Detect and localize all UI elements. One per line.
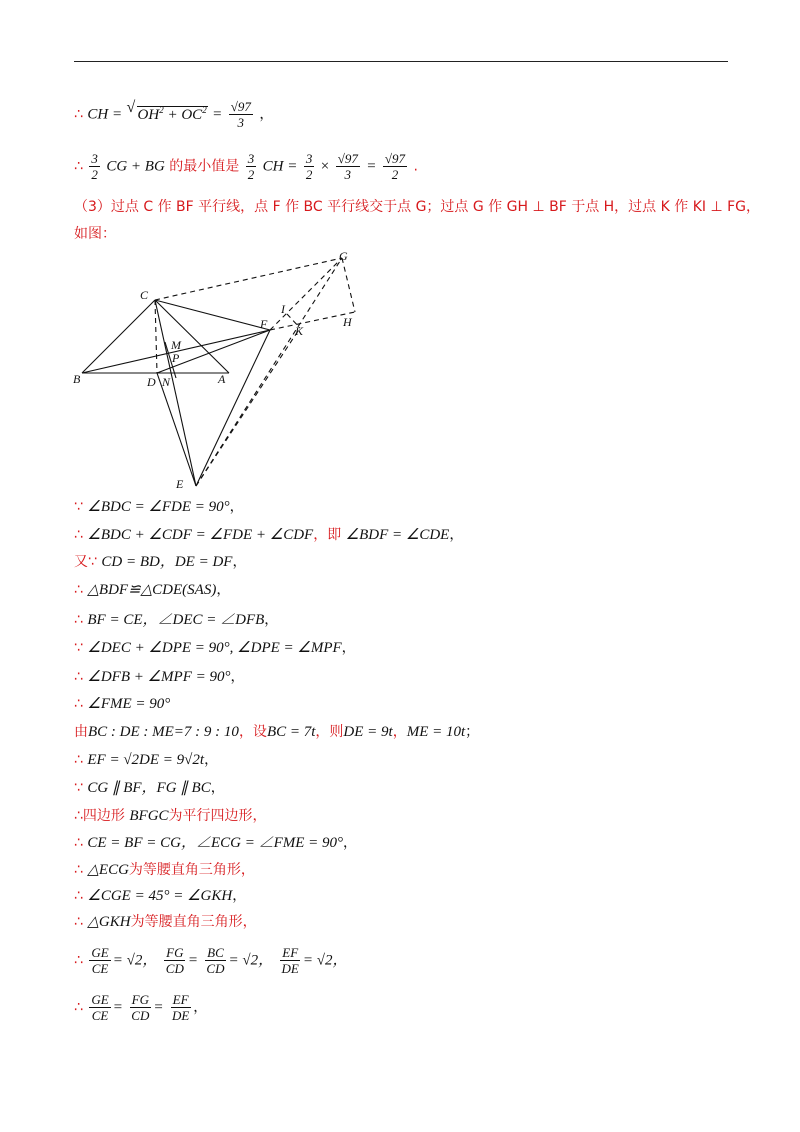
proof-line-2: ∴ ∠BDC + ∠CDF = ∠FDE + ∠CDF，即 ∠BDF = ∠CDE， — [74, 527, 464, 543]
proof-line-4: ∴ △BDF≌△CDE(SAS)， — [74, 582, 231, 598]
proof-line-10: ∴ EF = √2DE = 9√2t， — [74, 752, 219, 768]
label-m: M — [171, 338, 181, 352]
dashed-cg — [155, 258, 342, 300]
label-f: F — [260, 317, 268, 331]
proof-line-16: ∴ △GKH为等腰直角三角形， — [74, 914, 257, 930]
proof-line-18: ∴ $\frac{GE}{CE}$ = $\frac{FG}{CD}$ = $\frac{EF}{DE}$ ， — [74, 992, 208, 1023]
label-d: D — [147, 375, 156, 389]
label-i: I — [281, 302, 285, 316]
segment-ce — [155, 300, 196, 486]
proof-line-9: 由BC : DE : ME=7 : 9 : 10，设BC = 7t，则DE = 9t，ME = 10t； — [74, 724, 480, 740]
proof-line-12: ∴四边形 BFGC为平行四边形， — [74, 808, 267, 824]
segment-cf — [155, 300, 270, 330]
dashed-gh — [342, 258, 355, 312]
label-h: H — [343, 315, 352, 329]
proof-line-7: ∴ ∠DFB + ∠MPF = 90°， — [74, 669, 245, 685]
dashed-cd — [155, 300, 157, 373]
label-e: E — [176, 477, 184, 491]
label-k: K — [295, 324, 304, 338]
label-c: C — [140, 288, 149, 302]
proof-line-6: ∵ ∠DEC + ∠DPE = 90°, ∠DPE = ∠MPF， — [74, 640, 356, 656]
proof-line-3: 又∵ CD = BD，DE = DF， — [74, 554, 247, 570]
label-p: P — [172, 351, 180, 365]
proof-line-1: ∵ ∠BDC = ∠FDE = 90°， — [74, 499, 244, 515]
proof-line-13: ∴ CE = BF = CG，∠ECG = ∠FME = 90°， — [74, 835, 358, 851]
dashed-fg — [270, 258, 342, 330]
label-g: G — [339, 249, 348, 263]
line-ch-value: ∴ CH = √ $OH^2 + OC^2$ = $\frac{√97}{3}$ ， — [74, 98, 274, 130]
geometry-figure — [0, 0, 800, 500]
as-figure-label: 如图： — [74, 226, 116, 242]
line-min-value: ∴ $\frac{3}{2}$ CG + BG 的最小值是 $\frac{3}{2}$ CH = $\frac{3}{2}$ × $\frac{√97}{3}$ = $\frac{√97}{2}$ . — [74, 151, 418, 182]
label-b: B — [73, 372, 81, 386]
proof-line-17: ∴ $\frac{GE}{CE}$ = √2， $\frac{FG}{CD}$ = $\frac{BC}{CD}$ = √2， $\frac{EF}{DE}$ = √2， — [74, 945, 348, 976]
proof-line-15: ∴ ∠CGE = 45° = ∠GKH， — [74, 888, 247, 904]
proof-line-14: ∴ △ECG为等腰直角三角形， — [74, 862, 255, 878]
proof-line-8: ∴ ∠FME = 90° — [74, 696, 171, 712]
part3-intro: （3）过点 C 作 BF 平行线，点 F 作 BC 平行线交于点 G；过点 G 作 GH ⊥ BF 于点 H，过点 K 作 KI ⊥ FG， — [74, 199, 761, 215]
segment-de — [157, 373, 196, 486]
label-n: N — [162, 375, 171, 389]
proof-line-5: ∴ BF = CE，∠DEC = ∠DFB， — [74, 612, 279, 628]
proof-line-11: ∵ CG ∥ BF，FG ∥ BC， — [74, 780, 225, 796]
segment-bc — [82, 300, 155, 373]
label-a: A — [218, 372, 226, 386]
segment-ca — [155, 300, 229, 373]
